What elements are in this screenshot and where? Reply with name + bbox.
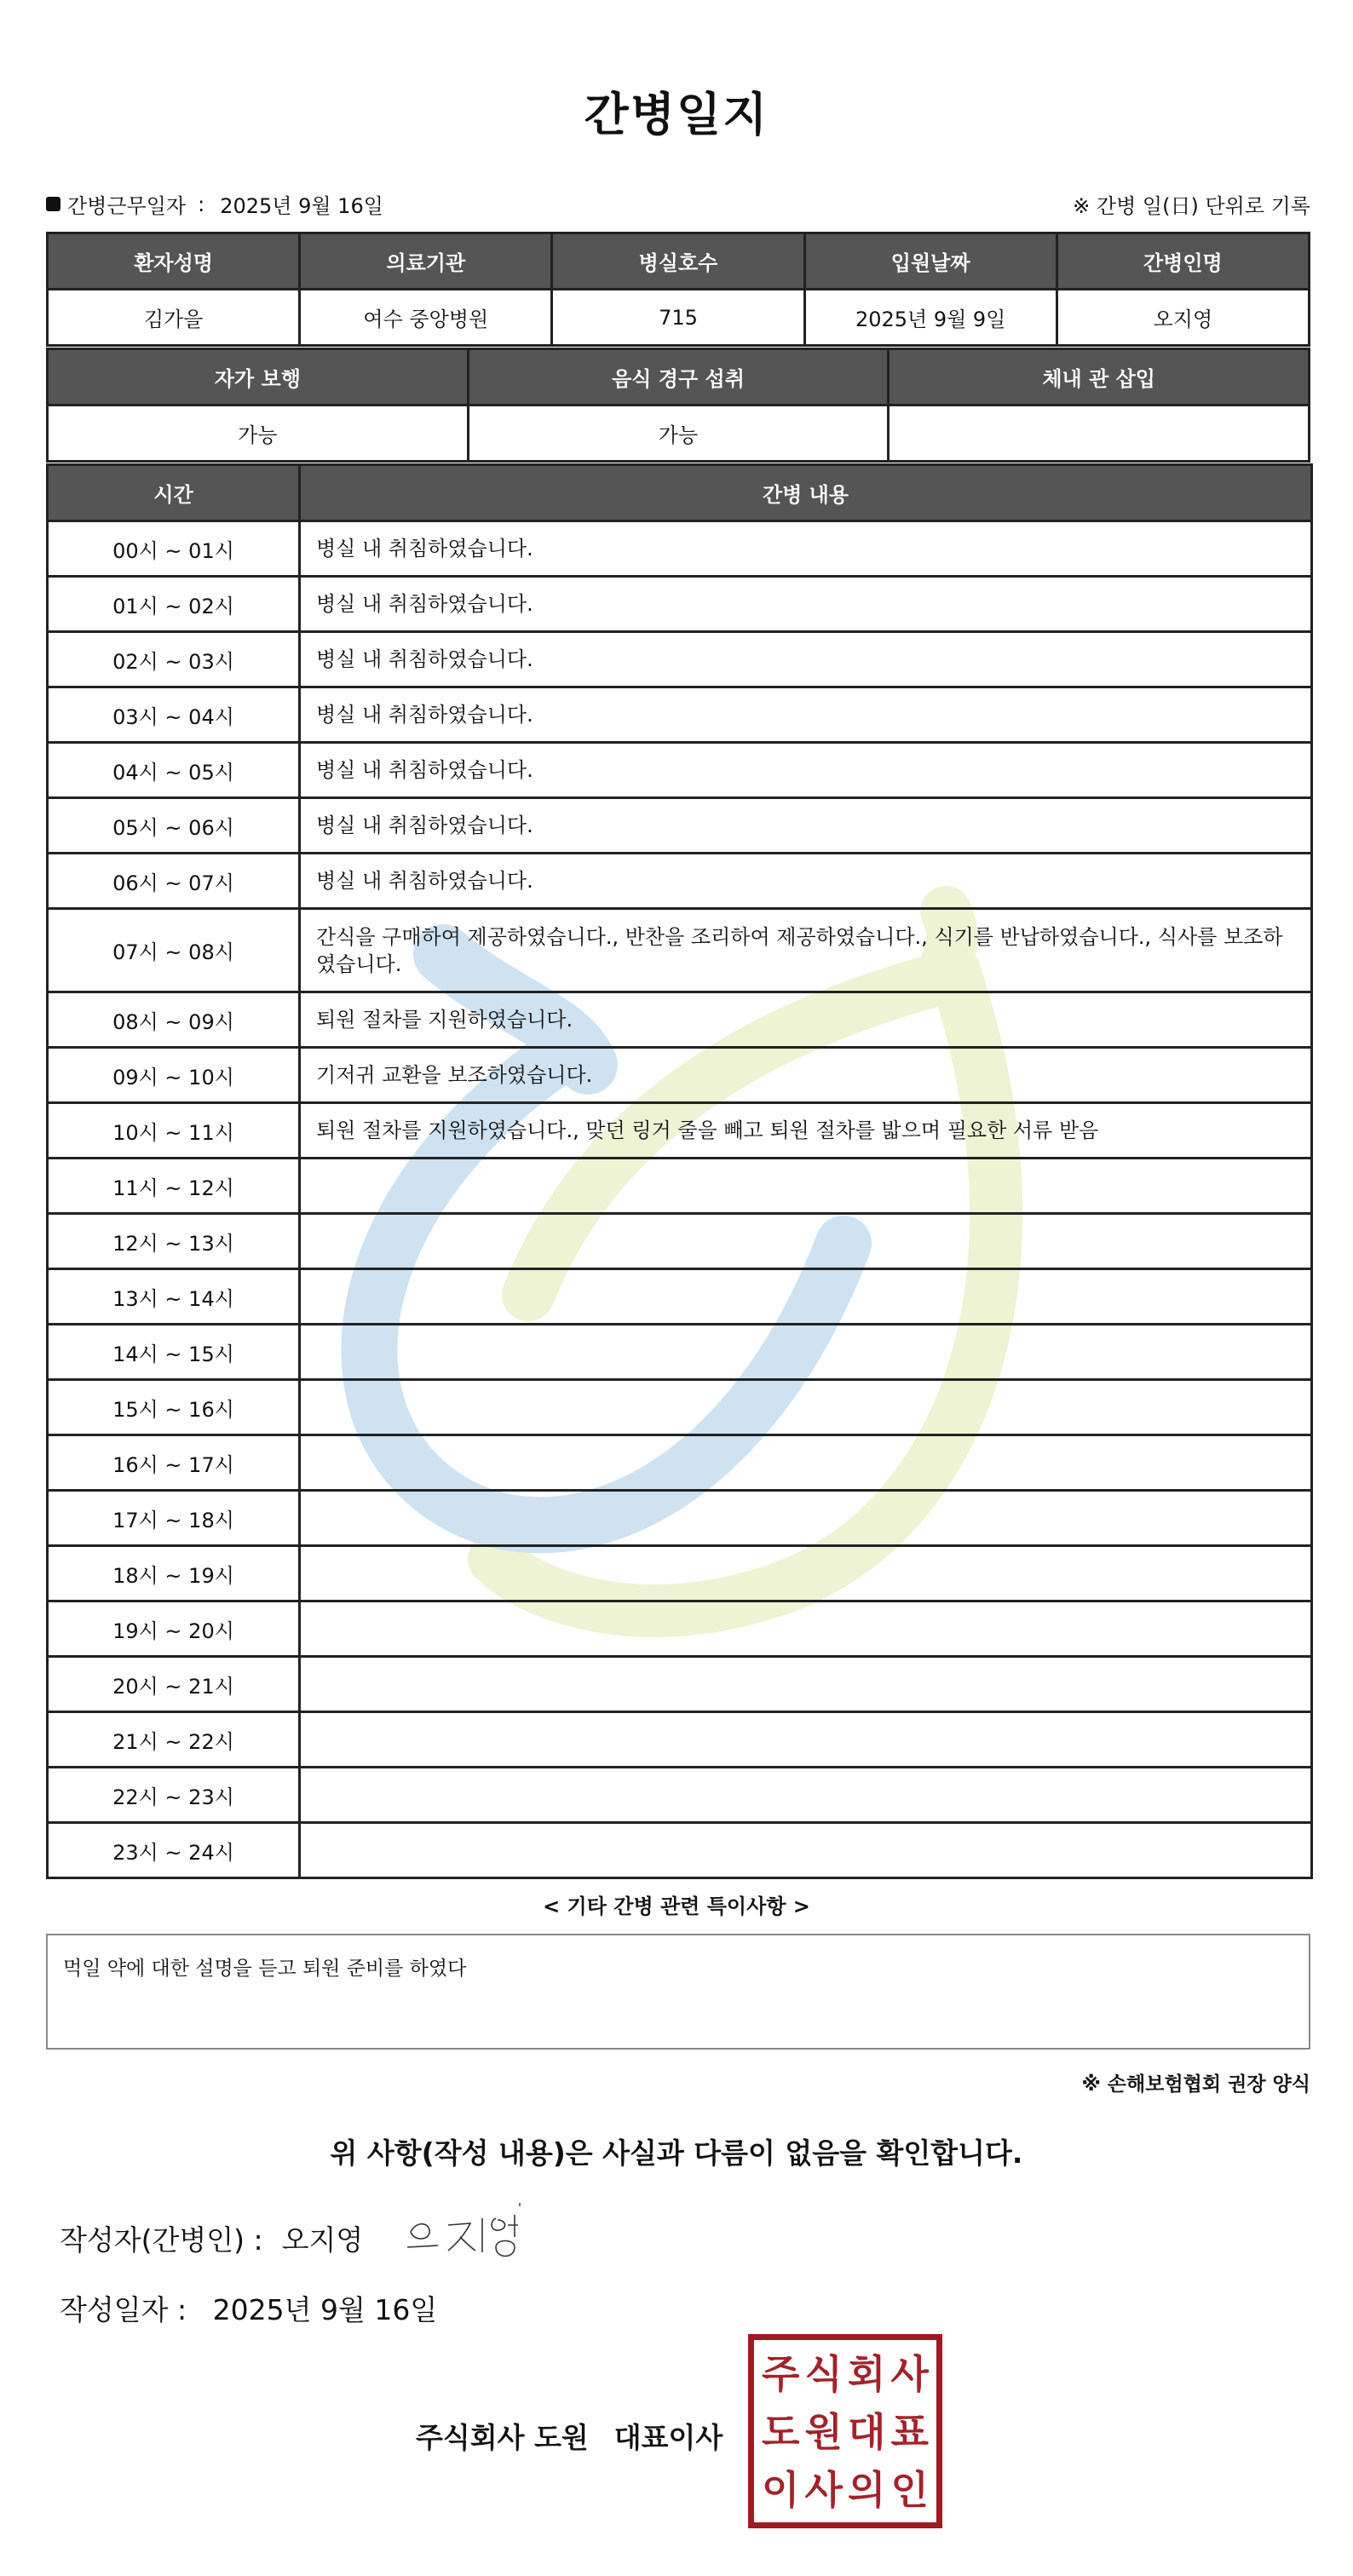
log-time: 22시 ~ 23시	[48, 1768, 300, 1823]
table-row	[48, 1048, 1312, 1103]
stamp-glyph: 인	[890, 2467, 929, 2513]
stamp-glyph: 이	[762, 2467, 800, 2513]
log-note	[300, 1269, 1312, 1325]
patient-name: 김가을	[48, 290, 300, 346]
log-note: 병실 내 취침하였습니다.	[300, 798, 1312, 854]
log-time: 03시 ~ 04시	[48, 687, 300, 743]
patient-status-value-row	[48, 405, 1310, 462]
table-row	[48, 521, 1312, 577]
written-date-value: 2025년 9월 16일	[212, 2293, 438, 2326]
log-note	[300, 1214, 1312, 1269]
table-row	[48, 1823, 1312, 1878]
log-note	[300, 1325, 1312, 1380]
log-note	[300, 1601, 1312, 1657]
patient-status-header-row	[48, 349, 1310, 405]
stamp-glyph: 사	[890, 2351, 929, 2397]
writer-name: 오지영	[281, 2223, 364, 2257]
log-time: 17시 ~ 18시	[48, 1491, 300, 1546]
table-row	[48, 1380, 1312, 1435]
stamp-glyph: 표	[890, 2409, 929, 2455]
log-time: 08시 ~ 09시	[48, 992, 300, 1048]
patient-info-header-row	[48, 233, 1310, 290]
stamp-glyph: 사	[804, 2467, 843, 2513]
header-caregiver-name: 간병인명	[1056, 233, 1309, 290]
log-time: 00시 ~ 01시	[48, 521, 300, 577]
bullet-square-icon	[46, 197, 60, 211]
log-note	[300, 1159, 1312, 1214]
log-time: 19시 ~ 20시	[48, 1601, 300, 1657]
log-time: 09시 ~ 10시	[48, 1048, 300, 1103]
work-date-row	[46, 189, 1310, 216]
table-row	[48, 632, 1312, 687]
unit-note: ※ 간병 일(日) 단위로 기록	[1073, 194, 1310, 218]
log-time: 10시 ~ 11시	[48, 1103, 300, 1159]
log-time: 07시 ~ 08시	[48, 909, 300, 992]
table-row	[48, 1491, 1312, 1546]
log-note	[300, 1380, 1312, 1435]
header-care-content: 간병 내용	[300, 465, 1312, 521]
log-note	[300, 1712, 1312, 1768]
log-note	[300, 1546, 1312, 1601]
table-row	[48, 1546, 1312, 1601]
log-note	[300, 1435, 1312, 1491]
header-admission-date: 입원날짜	[804, 233, 1056, 290]
log-note: 병실 내 취침하였습니다.	[300, 743, 1312, 798]
log-time: 13시 ~ 14시	[48, 1269, 300, 1325]
tube-insertion-value	[889, 405, 1310, 462]
stamp-glyph: 의	[848, 2467, 886, 2513]
patient-info-table	[46, 232, 1310, 347]
table-row	[48, 1435, 1312, 1491]
written-date-label: 작성일자 :	[60, 2293, 187, 2326]
company-name: 주식회사 도원	[416, 2421, 589, 2454]
patient-status-table	[46, 348, 1310, 463]
log-time: 02시 ~ 03시	[48, 632, 300, 687]
stamp-glyph: 원	[804, 2409, 843, 2455]
document-title: 간병일지	[584, 88, 769, 141]
writer-label: 작성자(간병인) :	[60, 2223, 263, 2257]
log-time: 05시 ~ 06시	[48, 798, 300, 854]
work-date-value: 2025년 9월 16일	[220, 194, 383, 218]
log-time: 15시 ~ 16시	[48, 1380, 300, 1435]
work-date-separator: :	[198, 192, 205, 216]
log-time: 21시 ~ 22시	[48, 1712, 300, 1768]
confirmation-statement: 위 사항(작성 내용)은 사실과 다름이 없음을 확인합니다.	[330, 2136, 1023, 2170]
log-time: 23시 ~ 24시	[48, 1823, 300, 1878]
header-self-walking: 자가 보행	[48, 349, 469, 405]
log-time: 04시 ~ 05시	[48, 743, 300, 798]
representative-title: 대표이사	[613, 2421, 723, 2454]
log-note: 간식을 구매하여 제공하였습니다., 반찬을 조리하여 제공하였습니다., 식기를 반납하였습니다., 식사를 보조하였습니다.	[300, 909, 1312, 992]
handwritten-signature	[400, 2199, 545, 2268]
table-row	[48, 854, 1312, 909]
table-row	[48, 798, 1312, 854]
log-note	[300, 1491, 1312, 1546]
header-tube-insertion: 체내 관 삽입	[889, 349, 1310, 405]
care-log-header-row	[48, 465, 1312, 521]
table-row	[48, 1657, 1312, 1712]
stamp-glyph: 회	[848, 2351, 886, 2397]
table-row	[48, 992, 1312, 1048]
work-date-label: 간병근무일자	[67, 194, 187, 218]
room-number: 715	[552, 290, 804, 346]
writer-row	[60, 2218, 363, 2258]
stamp-glyph: 주	[762, 2351, 800, 2397]
log-time: 18시 ~ 19시	[48, 1546, 300, 1601]
log-time: 14시 ~ 15시	[48, 1325, 300, 1380]
stamp-glyph: 도	[762, 2409, 800, 2455]
header-oral-intake: 음식 경구 섭취	[468, 349, 889, 405]
special-notes-box	[46, 1934, 1310, 2050]
log-time: 16시 ~ 17시	[48, 1435, 300, 1491]
log-note: 병실 내 취침하였습니다.	[300, 632, 1312, 687]
hospital-name: 여수 중앙병원	[300, 290, 552, 346]
log-time: 01시 ~ 02시	[48, 577, 300, 632]
table-row	[48, 743, 1312, 798]
form-source-note: ※ 손해보험협회 권장 양식	[1081, 2073, 1310, 2096]
log-time: 06시 ~ 07시	[48, 854, 300, 909]
admission-date: 2025년 9월 9일	[804, 290, 1056, 346]
patient-info-value-row	[48, 290, 1310, 346]
log-note: 병실 내 취침하였습니다.	[300, 521, 1312, 577]
table-row	[48, 1103, 1312, 1159]
log-note	[300, 1823, 1312, 1878]
log-note	[300, 1768, 1312, 1823]
table-row	[48, 1269, 1312, 1325]
log-note	[300, 1657, 1312, 1712]
care-log-table	[46, 463, 1313, 1879]
log-note: 퇴원 절차를 지원하였습니다.	[300, 992, 1312, 1048]
table-row	[48, 1712, 1312, 1768]
table-row	[48, 1325, 1312, 1380]
log-note: 기저귀 교환을 보조하였습니다.	[300, 1048, 1312, 1103]
header-room-number: 병실호수	[552, 233, 804, 290]
company-signoff	[416, 2416, 723, 2456]
table-row	[48, 909, 1312, 992]
company-seal-stamp	[748, 2334, 942, 2528]
log-time: 12시 ~ 13시	[48, 1214, 300, 1269]
stamp-glyph: 식	[804, 2351, 843, 2397]
table-row	[48, 577, 1312, 632]
table-row	[48, 1159, 1312, 1214]
self-walking-value: 가능	[48, 405, 469, 462]
header-time: 시간	[48, 465, 300, 521]
log-note: 병실 내 취침하였습니다.	[300, 577, 1312, 632]
written-date-row	[60, 2288, 437, 2328]
table-row	[48, 1601, 1312, 1657]
special-notes-title: < 기타 간병 관련 특이사항 >	[543, 1895, 810, 1918]
log-time: 11시 ~ 12시	[48, 1159, 300, 1214]
stamp-glyph: 대	[848, 2409, 886, 2455]
log-note: 퇴원 절차를 지원하였습니다., 맞던 링거 줄을 빼고 퇴원 절차를 밟으며 필요한 서류 받음	[300, 1103, 1312, 1159]
table-row	[48, 1768, 1312, 1823]
log-time: 20시 ~ 21시	[48, 1657, 300, 1712]
table-row	[48, 1214, 1312, 1269]
work-date	[46, 189, 383, 219]
header-hospital: 의료기관	[300, 233, 552, 290]
oral-intake-value: 가능	[468, 405, 889, 462]
log-note: 병실 내 취침하였습니다.	[300, 687, 1312, 743]
header-patient-name: 환자성명	[48, 233, 300, 290]
log-note: 병실 내 취침하였습니다.	[300, 854, 1312, 909]
caregiver-name: 오지영	[1056, 290, 1309, 346]
special-notes-text: 먹일 약에 대한 설명을 듣고 퇴원 준비를 하였다	[63, 1958, 467, 1980]
table-row	[48, 687, 1312, 743]
